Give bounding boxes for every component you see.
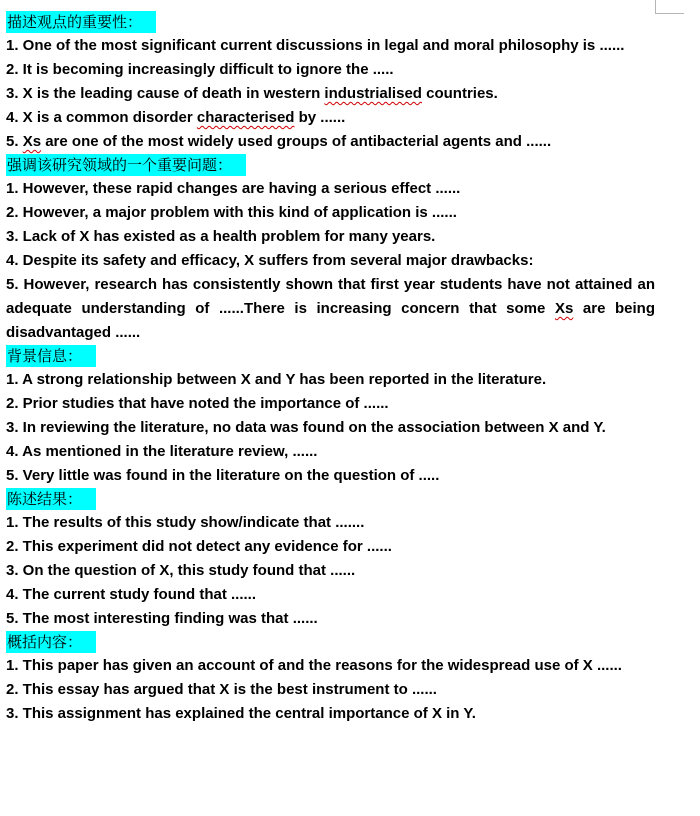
document-page [6, 11, 655, 726]
list-item: 1. One of the most significant current discussions in legal and moral philosophy is ...... [6, 37, 625, 54]
section-heading: 背景信息： [6, 345, 96, 367]
list-item: 4. Despite its safety and efficacy, X suffers from several major drawbacks: [6, 252, 534, 269]
spellcheck-word: Xs [22, 133, 42, 150]
list-item: 1. This paper has given an account of and the reasons for the widespread use of X ...... [6, 657, 622, 674]
list-item: 2. This experiment did not detect any evidence for ...... [6, 538, 392, 555]
list-item: 3. This assignment has explained the central importance of X in Y. [6, 705, 476, 722]
page-corner-mark [655, 0, 684, 14]
list-item: 2. It is becoming increasingly difficult to ignore the ..... [6, 61, 394, 78]
list-item: 5. Xs are one of the most widely used groups of antibacterial agents and ...... [6, 133, 552, 150]
list-item: 4. The current study found that ...... [6, 586, 257, 603]
list-item: 5. However, research has consistently shown that first year students have not attained an adequate understanding of ......There is increasing concern that some Xs are being disadvantaged ...... [6, 276, 656, 341]
list-item: 4. As mentioned in the literature review, ...... [6, 443, 318, 460]
list-item: 2. This essay has argued that X is the best instrument to ...... [6, 681, 437, 698]
section-background [6, 345, 655, 488]
spellcheck-word: industrialised [324, 85, 422, 102]
spellcheck-word: Xs [554, 300, 574, 317]
list-item: 2. However, a major problem with this kind of application is ...... [6, 204, 457, 221]
list-item: 5. Very little was found in the literature on the question of ..... [6, 467, 440, 484]
section-importance [6, 11, 655, 154]
section-heading: 概括内容： [6, 631, 96, 653]
section-heading: 描述观点的重要性： [6, 11, 156, 33]
list-item: 3. Lack of X has existed as a health problem for many years. [6, 228, 436, 245]
spellcheck-word: characterised [196, 109, 295, 126]
section-research-problem [6, 154, 655, 345]
section-results [6, 488, 655, 631]
list-item: 5. The most interesting finding was that ...... [6, 610, 318, 627]
section-heading: 强调该研究领域的一个重要问题： [6, 154, 246, 176]
list-item: 3. X is the leading cause of death in western industrialised countries. [6, 85, 498, 102]
list-item: 3. In reviewing the literature, no data was found on the association between X and Y. [6, 419, 606, 436]
list-item: 1. The results of this study show/indicate that ....... [6, 514, 365, 531]
list-item: 1. However, these rapid changes are having a serious effect ...... [6, 180, 461, 197]
section-summary [6, 631, 655, 726]
list-item: 1. A strong relationship between X and Y has been reported in the literature. [6, 371, 547, 388]
section-heading: 陈述结果： [6, 488, 96, 510]
list-item: 4. X is a common disorder characterised by ...... [6, 109, 346, 126]
list-item: 2. Prior studies that have noted the importance of ...... [6, 395, 389, 412]
list-item: 3. On the question of X, this study found that ...... [6, 562, 356, 579]
